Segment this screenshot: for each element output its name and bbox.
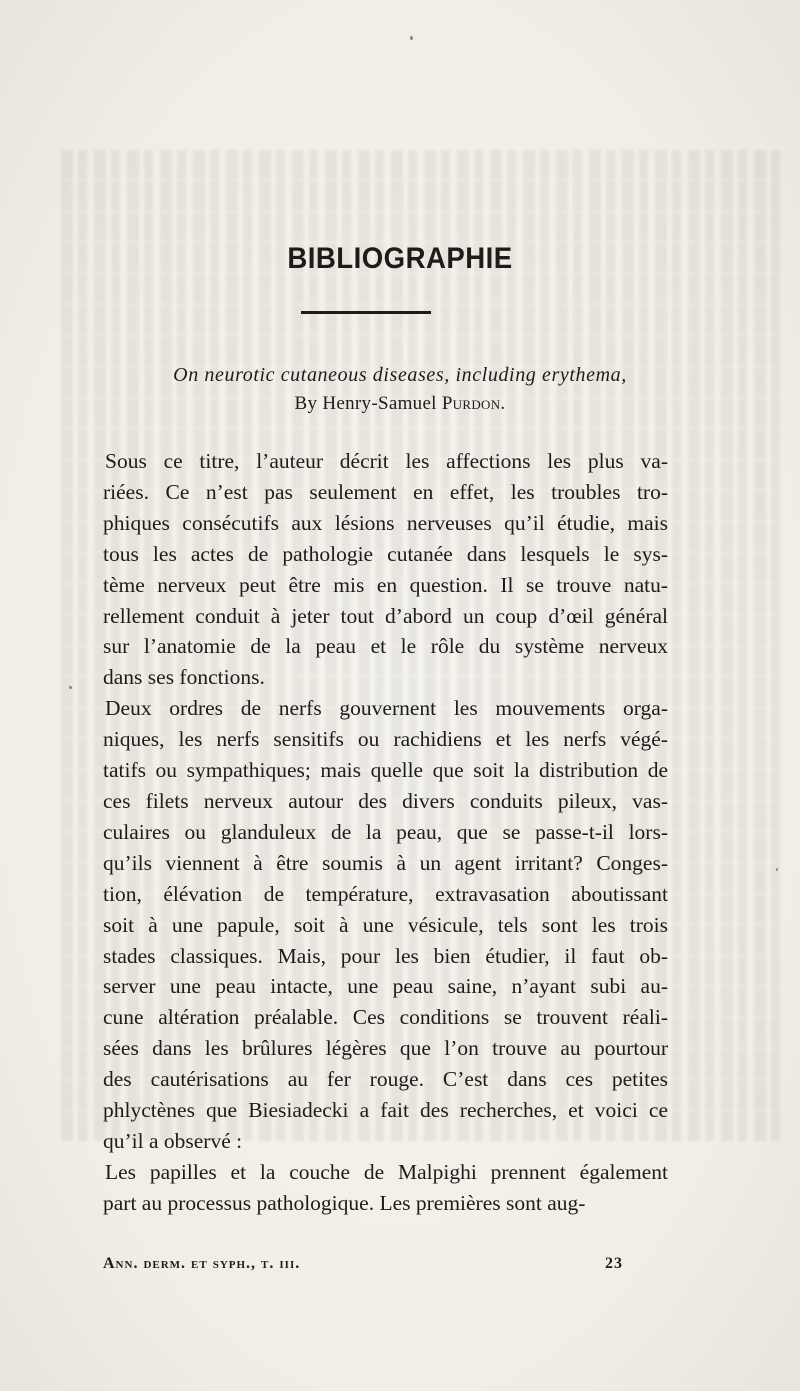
- text-line: cune altération préalable. Ces conditions se trouvent réali-: [103, 1005, 668, 1030]
- section-heading: BIBLIOGRAPHIE: [287, 242, 513, 275]
- print-speck: [410, 36, 413, 40]
- text-line: part au processus pathologique. Les premières sont aug-: [103, 1190, 586, 1215]
- text-line: ces filets nerveux autour des divers conduits pileux, vas-: [103, 788, 668, 813]
- text-line: tatifs ou sympathiques; mais quelle que soit la distribution de: [103, 758, 668, 783]
- print-speck: [776, 868, 778, 871]
- article-body: [103, 446, 668, 1219]
- text-line: server une peau intacte, une peau saine, n’ayant subi au-: [103, 974, 668, 999]
- page-number: 23: [605, 1255, 623, 1272]
- journal-reference: Ann. derm. et syph., t. iii.: [103, 1255, 301, 1272]
- page-footer: [103, 1255, 623, 1273]
- byline-author: Purdon: [441, 393, 501, 414]
- article-title: On neurotic cutaneous diseases, including erythema,: [173, 364, 627, 386]
- text-line: tion, élévation de température, extravasation aboutissant: [103, 881, 668, 906]
- text-line: niques, les nerfs sensitifs ou rachidiens et les nerfs végé-: [103, 727, 668, 752]
- text-line: dans ses fonctions.: [103, 665, 265, 690]
- text-line: phlyctènes que Biesiadecki a fait des recherches, et voici ce: [103, 1098, 668, 1123]
- text-line: Les papilles et la couche de Malpighi prennent également: [105, 1159, 668, 1184]
- text-line: rellement conduit à jeter tout d’abord un coup d’œil général: [103, 603, 668, 628]
- print-speck: [69, 686, 72, 689]
- text-line: phiques consécutifs aux lésions nerveuses qu’il étudie, mais: [103, 510, 668, 535]
- text-line: tous les actes de pathologie cutanée dans lesquels le sys-: [103, 541, 668, 566]
- text-line: riées. Ce n’est pas seulement en effet, les troubles tro-: [103, 479, 668, 504]
- text-line: tème nerveux peut être mis en question. Il se trouve natu-: [103, 572, 668, 597]
- text-line: sées dans les brûlures légères que l’on trouve au pourtour: [103, 1036, 668, 1061]
- text-line: culaires ou glanduleux de la peau, que se passe-t-il lors-: [103, 819, 668, 844]
- paragraph: [103, 693, 668, 1157]
- text-line: des cautérisations au fer rouge. C’est dans ces petites: [103, 1067, 668, 1092]
- text-line: Deux ordres de nerfs gouvernent les mouvements orga-: [105, 696, 668, 721]
- heading-rule: [301, 311, 431, 314]
- article-byline: [0, 393, 800, 415]
- text-line: Sous ce titre, l’auteur décrit les affections les plus va-: [105, 449, 668, 473]
- text-line: stades classiques. Mais, pour les bien étudier, il faut ob-: [103, 943, 668, 968]
- byline-suffix: .: [500, 393, 506, 414]
- byline-prefix: By Henry-Samuel: [294, 393, 442, 414]
- text-line: soit à une papule, soit à une vésicule, tels sont les trois: [103, 912, 668, 937]
- text-line: sur l’anatomie de la peau et le rôle du système nerveux: [103, 634, 668, 659]
- text-line: qu’ils viennent à être soumis à un agent irritant? Conges-: [103, 850, 668, 875]
- paragraph: [103, 1157, 668, 1219]
- text-line: qu’il a observé :: [103, 1128, 243, 1153]
- paragraph: [103, 446, 668, 693]
